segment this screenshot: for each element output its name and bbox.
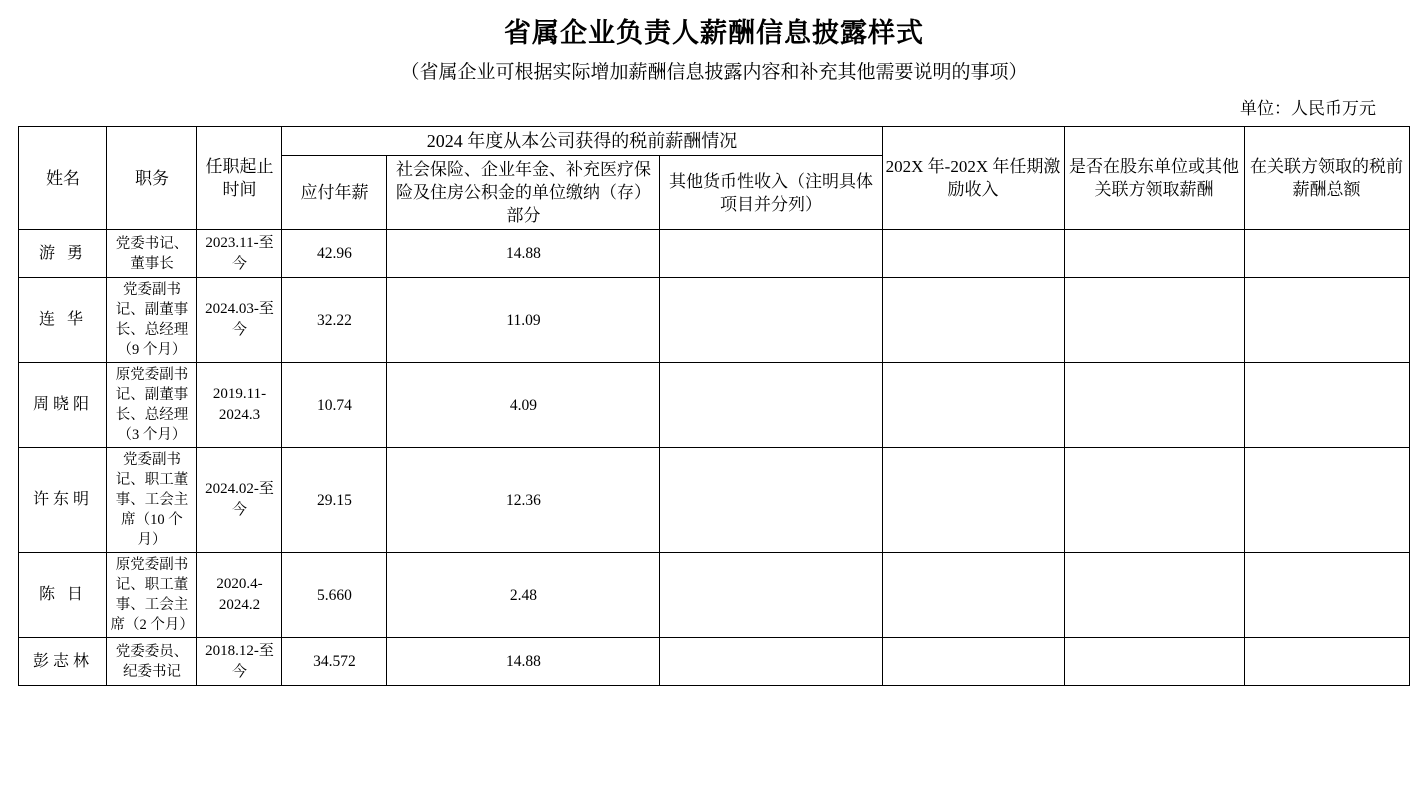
table-body — [19, 230, 1409, 686]
cell-term: 2023.11-至今 — [197, 230, 282, 278]
cell-shareholder — [1064, 278, 1244, 363]
cell-other-income — [660, 448, 882, 553]
column-header-name: 姓名 — [19, 127, 107, 230]
cell-shareholder — [1064, 363, 1244, 448]
cell-post: 党委副书记、职工董事、工会主席（10 个月） — [107, 448, 197, 553]
table-row — [19, 638, 1409, 686]
table-header — [19, 127, 1409, 230]
column-header-insurance: 社会保险、企业年金、补充医疗保险及住房公积金的单位缴纳（存）部分 — [387, 156, 660, 230]
cell-related-total — [1244, 553, 1409, 638]
cell-other-income — [660, 230, 882, 278]
cell-incentive — [882, 638, 1064, 686]
cell-insurance: 11.09 — [387, 278, 660, 363]
cell-payable-salary: 5.660 — [282, 553, 387, 638]
cell-insurance: 2.48 — [387, 553, 660, 638]
document-page — [0, 16, 1428, 805]
cell-other-income — [660, 278, 882, 363]
cell-shareholder — [1064, 638, 1244, 686]
cell-name: 许东明 — [19, 448, 107, 553]
cell-other-income — [660, 638, 882, 686]
cell-term: 2019.11-2024.3 — [197, 363, 282, 448]
column-header-group-2024-pretax: 2024 年度从本公司获得的税前薪酬情况 — [282, 127, 882, 156]
cell-term: 2018.12-至今 — [197, 638, 282, 686]
page-title: 省属企业负责人薪酬信息披露样式 — [504, 18, 924, 48]
cell-incentive — [882, 448, 1064, 553]
column-header-post: 职务 — [107, 127, 197, 230]
cell-term: 2024.02-至今 — [197, 448, 282, 553]
cell-post: 党委副书记、副董事长、总经理（9 个月） — [107, 278, 197, 363]
cell-insurance: 14.88 — [387, 638, 660, 686]
cell-post: 党委委员、纪委书记 — [107, 638, 197, 686]
cell-post: 党委书记、董事长 — [107, 230, 197, 278]
table-row — [19, 278, 1409, 363]
cell-other-income — [660, 553, 882, 638]
cell-name: 周晓阳 — [19, 363, 107, 448]
cell-shareholder — [1064, 448, 1244, 553]
cell-name: 陈 日 — [19, 553, 107, 638]
column-header-incentive: 202X 年-202X 年任期激励收入 — [882, 127, 1064, 230]
cell-shareholder — [1064, 553, 1244, 638]
table-row — [19, 553, 1409, 638]
cell-other-income — [660, 363, 882, 448]
cell-incentive — [882, 230, 1064, 278]
cell-insurance: 4.09 — [387, 363, 660, 448]
cell-name: 游 勇 — [19, 230, 107, 278]
cell-related-total — [1244, 278, 1409, 363]
cell-term: 2020.4-2024.2 — [197, 553, 282, 638]
cell-incentive — [882, 553, 1064, 638]
page-subtitle: （省属企业可根据实际增加薪酬信息披露内容和补充其他需要说明的事项） — [400, 62, 1028, 83]
unit-note: 单位：人民币万元 — [1240, 99, 1376, 118]
column-header-other-income: 其他货币性收入（注明具体项目并分列） — [660, 156, 882, 230]
compensation-table — [18, 126, 1409, 686]
cell-related-total — [1244, 638, 1409, 686]
cell-payable-salary: 10.74 — [282, 363, 387, 448]
cell-name: 彭志林 — [19, 638, 107, 686]
table-header-row-1 — [19, 127, 1409, 156]
table-row — [19, 448, 1409, 553]
cell-name: 连 华 — [19, 278, 107, 363]
table-row — [19, 230, 1409, 278]
table-row — [19, 363, 1409, 448]
cell-payable-salary: 32.22 — [282, 278, 387, 363]
cell-shareholder — [1064, 230, 1244, 278]
cell-payable-salary: 34.572 — [282, 638, 387, 686]
column-header-related-total: 在关联方领取的税前薪酬总额 — [1244, 127, 1409, 230]
cell-payable-salary: 42.96 — [282, 230, 387, 278]
cell-payable-salary: 29.15 — [282, 448, 387, 553]
column-header-payable-salary: 应付年薪 — [282, 156, 387, 230]
column-header-term: 任职起止时间 — [197, 127, 282, 230]
cell-insurance: 14.88 — [387, 230, 660, 278]
cell-post: 原党委副书记、副董事长、总经理（3 个月） — [107, 363, 197, 448]
cell-incentive — [882, 278, 1064, 363]
cell-related-total — [1244, 448, 1409, 553]
cell-term: 2024.03-至今 — [197, 278, 282, 363]
cell-related-total — [1244, 363, 1409, 448]
column-header-shareholder: 是否在股东单位或其他关联方领取薪酬 — [1064, 127, 1244, 230]
cell-related-total — [1244, 230, 1409, 278]
cell-post: 原党委副书记、职工董事、工会主席（2 个月） — [107, 553, 197, 638]
cell-insurance: 12.36 — [387, 448, 660, 553]
cell-incentive — [882, 363, 1064, 448]
